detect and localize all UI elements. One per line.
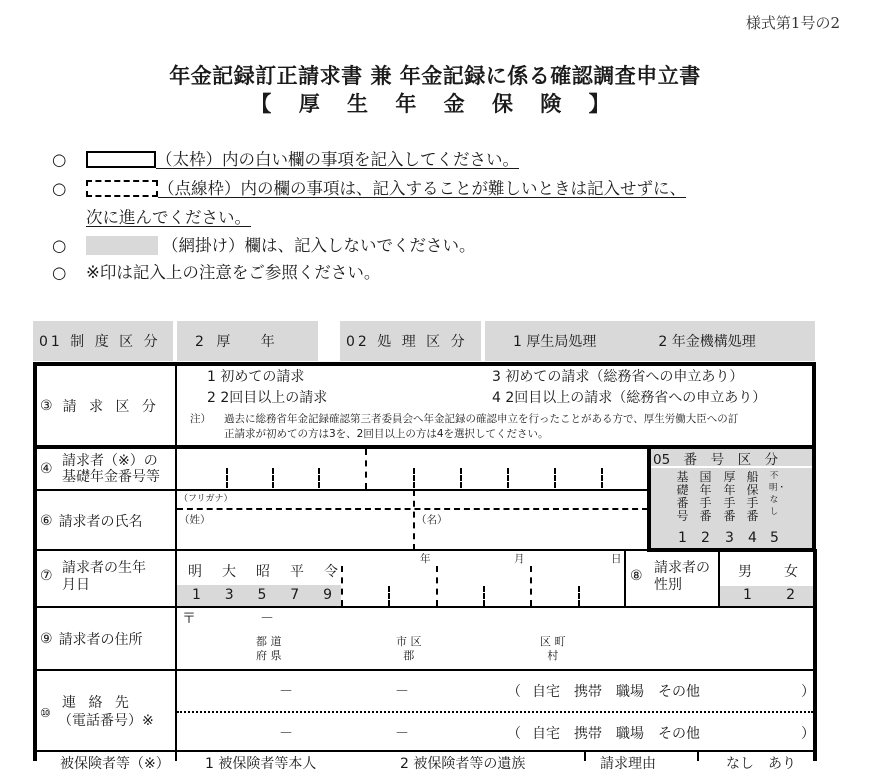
divider [175,364,177,448]
thick-border-swatch [86,151,156,168]
name-label: ⑥ 請求者の氏名 [40,512,143,530]
phone-2-type-options[interactable]: 自宅 携帯 職場 その他 [532,726,700,742]
digit-separator [413,468,415,488]
insured-option-2[interactable]: 2 被保険者等の遺族 [400,756,526,772]
number-type-code-2: 2 [701,530,710,546]
claim-note-line2: 正請求が初めての方は3を、2回目以上の方は4を選択してください。 [224,428,549,440]
claim-note-mark: 注） [190,413,211,425]
number-type-label: 05 番 号 区 分 [651,449,812,466]
town-label: 区 町 村 [540,635,566,662]
digit-separator [554,468,556,488]
number-type-options: 基礎番号 国年手番 厚年手番 船保手番 不明・なし 1 2 3 4 5 [651,468,812,548]
year-label: 年 [420,553,431,565]
digit-separator [601,468,603,488]
number-type-code-1: 1 [678,530,687,546]
claim-option-4[interactable]: 4 2回目以上の請求（総務省への申立あり） [492,390,767,406]
address-input[interactable] [177,626,813,669]
prefecture-label: 都 道 府 県 [256,635,282,662]
family-name-label: （姓） [179,514,211,526]
given-name-input[interactable] [416,510,646,549]
digit-separator [507,468,509,488]
birthdate-input[interactable] [343,552,623,606]
divider [624,551,626,607]
table-left-border [33,447,37,761]
pension-number-input[interactable] [177,449,647,489]
reason-label: 請求理由 [600,756,656,772]
process-option-1: 1 厚生局処理 [513,334,597,350]
digit-separator [272,468,274,488]
digit-separator [460,468,462,488]
insured-person-label: 被保険者等（※） [60,756,170,772]
form-title: 年金記録訂正請求書 兼 年金記録に係る確認調査申立書 [169,64,701,88]
process-category-options [485,321,815,361]
divider [697,751,699,761]
birthdate-label: ⑦ 請求者の生年 月日 [40,560,146,593]
era-options[interactable]: 明 大 昭 平 令 [188,564,338,580]
claim-option-2[interactable]: 2 2回目以上の請求 [207,390,328,406]
claim-type-label: ③ 請 求 区 分 [40,398,160,415]
postal-mark-icon: 〒 [182,611,196,627]
furigana-label: （フリガナ） [179,494,233,504]
note-thick-border: ○ （太枠）内の白い欄の事項を記入してください。 [52,150,519,169]
form-subtitle: 【 厚 生 年 金 保 険 】 [250,92,620,116]
digit-separator [226,468,228,488]
gray-fill-swatch [86,236,158,255]
divider [33,669,815,671]
circle-bullet-icon: ○ [52,179,67,198]
reason-options[interactable]: なし あり [726,756,796,772]
postal-dash: － [260,611,274,627]
postal-code-input[interactable] [190,606,310,624]
gender-label: ⑧ 請求者の 性別 [630,560,710,593]
phone-label: ⑩ 連 絡 先 （電話番号）※ [40,695,154,729]
city-label: 市 区 郡 [396,635,422,662]
circle-bullet-icon: ○ [52,263,67,282]
gender-options[interactable]: 男 女 [738,564,798,580]
circle-bullet-icon: ○ [52,150,67,169]
dashed-border-swatch [86,180,158,197]
furigana-input[interactable] [177,491,647,508]
note-dashed-border: ○ （点線枠）内の欄の事項は、記入することが難しいときは記入せずに、 [52,179,686,198]
note-dashed-border-cont: 次に進んでください。 [86,208,251,227]
day-label: 日 [611,553,622,565]
process-category-label: 02 処 理 区 分 [340,321,481,361]
name-divider [413,490,415,550]
phone-1-input[interactable]: － － （ 自宅 携帯 職場 その他 ） [177,672,813,711]
family-name-input[interactable] [177,510,412,549]
note-gray-fill: ○ （網掛け）欄は、記入しないでください。 [52,236,476,255]
phone-2-input[interactable]: － － （ 自宅 携帯 職場 その他 ） [177,714,813,750]
gender-codes: 1 2 [743,587,795,603]
number-type-code-4: 4 [748,530,757,546]
number-type-code-5: 5 [770,530,779,546]
given-name-label: （名） [416,514,448,526]
digit-separator [318,468,320,488]
note-asterisk: ○ ※印は記入上の注意をご参照ください。 [52,263,381,282]
insured-option-1[interactable]: 1 被保険者等本人 [205,756,317,772]
pension-number-label: ④ 請求者（※）の 基礎年金番号等 [40,453,160,485]
form-number: 様式第1号の2 [745,14,840,32]
number-type-code-3: 3 [725,530,734,546]
circle-bullet-icon: ○ [52,236,67,255]
divider [33,549,649,551]
claim-note-line1: 過去に総務省年金記録確認第三者委員会へ年金記録の確認申立を行ったことがある方で、厚生労働大臣への訂 [224,413,739,425]
month-label: 月 [514,553,525,565]
phone-divider [177,711,813,713]
divider [33,489,175,491]
digit-separator [365,449,367,489]
claim-option-3[interactable]: 3 初めての請求（総務省への申立あり） [492,369,744,385]
claim-option-1[interactable]: 1 初めての請求 [207,369,305,385]
divider [584,751,586,761]
phone-1-type-options[interactable]: 自宅 携帯 職場 その他 [532,684,700,700]
system-category-label: 01 制 度 区 分 [33,321,173,361]
process-option-2: 2 年金機構処理 [658,334,756,350]
address-label: ⑨ 請求者の住所 [40,631,143,648]
era-codes: 1 3 5 7 9 [192,587,332,603]
system-category-value: 2 厚 年 [177,321,318,361]
